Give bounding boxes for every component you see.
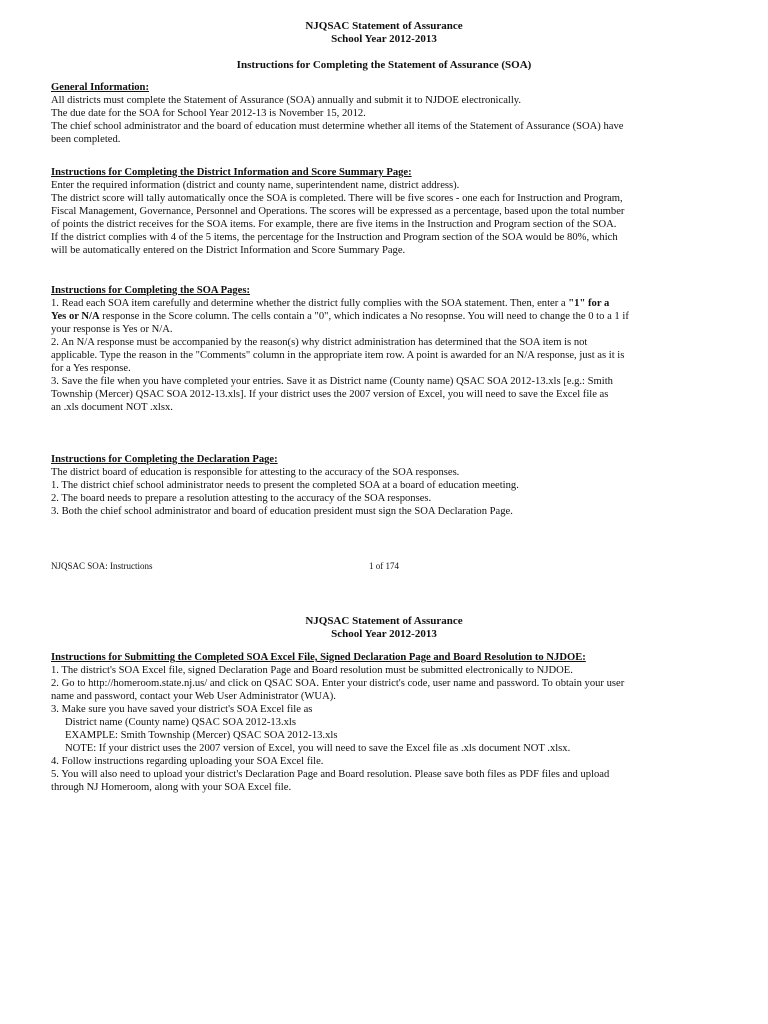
text-line: Fiscal Management, Governance, Personnel and Operations. The scores will be expressed as a percentage, based upon the total number <box>51 206 625 217</box>
text-line: applicable. Type the reason in the "Comments" column in the appropriate item row. A point is awarded for an N/A response, just as it is <box>51 350 625 361</box>
text-line: of points the district receives for the SOA items. For example, there are five items in the Instruction and Program section of the SOA. <box>51 219 617 230</box>
soa-pages-section <box>51 284 711 414</box>
text-line <box>51 310 711 323</box>
text-line: 1. The district chief school administrator needs to present the completed SOA at a board of education meeting. <box>51 480 519 491</box>
page-number: 1 of 174 <box>369 561 399 571</box>
section-heading: General Information: <box>51 82 149 93</box>
text-line: The district score will tally automatically once the SOA is completed. There will be five scores - one each for Instruction and Program, <box>51 193 623 204</box>
text-line: NOTE: If your district uses the 2007 version of Excel, you will need to save the Excel file as .xls document NOT .xlsx. <box>65 743 571 754</box>
declaration-section <box>51 453 711 518</box>
section-heading: Instructions for Completing the SOA Pages: <box>51 285 251 296</box>
text-line: The due date for the SOA for School Year 2012-13 is November 15, 2012. <box>51 108 366 119</box>
footer-label: NJQSAC SOA: Instructions <box>51 561 153 571</box>
school-year: School Year 2012-2013 <box>331 628 437 640</box>
text-line: 3. Both the chief school administrator and board of education president must sign the SOA Declaration Page. <box>51 506 513 517</box>
district-information-section <box>51 166 711 257</box>
text-line: 1. The district's SOA Excel file, signed Declaration Page and Board resolution must be submitted electronically to NJDOE. <box>51 665 573 676</box>
section-heading: Instructions for Completing the Declaration Page: <box>51 454 278 465</box>
text-line: The district board of education is responsible for attesting to the accuracy of the SOA responses. <box>51 467 460 478</box>
text-line: 4. Follow instructions regarding uploading your SOA Excel file. <box>51 756 324 767</box>
text-line: Township (Mercer) QSAC SOA 2012-13.xls]. If your district uses the 2007 version of Excel, you will need to save the Excel file as <box>51 389 609 400</box>
text-line: for a Yes response. <box>51 363 131 374</box>
text-run: response in the Score column. The cells contain a "0", which indicates a No resopnse. You will need to change the 0 to a 1 if <box>99 311 629 322</box>
text-line: EXAMPLE: Smith Township (Mercer) QSAC SOA 2012-13.xls <box>65 730 338 741</box>
instructions-title: Instructions for Completing the Statement of Assurance (SOA) <box>236 59 532 71</box>
text-line: 2. An N/A response must be accompanied by the reason(s) why district administration has determined that the SOA item is not <box>51 337 588 348</box>
text-line: name and password, contact your Web User Administrator (WUA). <box>51 691 336 702</box>
text-line: 2. Go to http://homeroom.state.nj.us/ and click on QSAC SOA. Enter your district's code, user name and password. To obtain your user <box>51 678 625 689</box>
section-heading: Instructions for Submitting the Completed SOA Excel File, Signed Declaration Page and Board Resolution to NJDOE: <box>51 652 586 663</box>
text-line: 5. You will also need to upload your district's Declaration Page and Board resolution. Please save both files as PDF files and upload <box>51 769 610 780</box>
text-line: The chief school administrator and the board of education must determine whether all items of the Statement of Assurance (SOA) have <box>51 121 624 132</box>
page-title: NJQSAC Statement of Assurance <box>305 20 463 32</box>
text-line: through NJ Homeroom, along with your SOA Excel file. <box>51 782 292 793</box>
text-run: 1. Read each SOA item carefully and determine whether the district fully complies with the SOA statement. Then, enter a <box>51 298 569 309</box>
text-line: 2. The board needs to prepare a resolution attesting to the accuracy of the SOA responses. <box>51 493 432 504</box>
school-year: School Year 2012-2013 <box>331 33 437 45</box>
general-information-section <box>51 81 711 146</box>
text-line: District name (County name) QSAC SOA 2012-13.xls <box>65 717 296 728</box>
text-line: 3. Make sure you have saved your district's SOA Excel file as <box>51 704 313 715</box>
document-page-2 <box>0 580 768 1024</box>
text-line: If the district complies with 4 of the 5 items, the percentage for the Instruction and Program section of the SOA would be 80%, which <box>51 232 618 243</box>
text-line: been completed. <box>51 134 121 145</box>
text-line: will be automatically entered on the District Information and Score Summary Page. <box>51 245 406 256</box>
emphasis-text: "1" for a <box>568 298 610 309</box>
page-title: NJQSAC Statement of Assurance <box>305 615 463 627</box>
text-line: your response is Yes or N/A. <box>51 324 173 335</box>
text-line: All districts must complete the Statement of Assurance (SOA) annually and submit it to NJDOE electronically. <box>51 95 522 106</box>
section-heading: Instructions for Completing the District Information and Score Summary Page: <box>51 167 412 178</box>
text-line: Enter the required information (district and county name, superintendent name, district address). <box>51 180 460 191</box>
text-line: 3. Save the file when you have completed your entries. Save it as District name (County name) QSAC SOA 2012-13.xls [e.g.: Smith <box>51 376 613 387</box>
emphasis-text: Yes or N/A <box>51 311 100 322</box>
submission-section <box>51 651 711 794</box>
text-line <box>51 297 711 310</box>
text-line: an .xls document NOT .xlsx. <box>51 402 173 413</box>
